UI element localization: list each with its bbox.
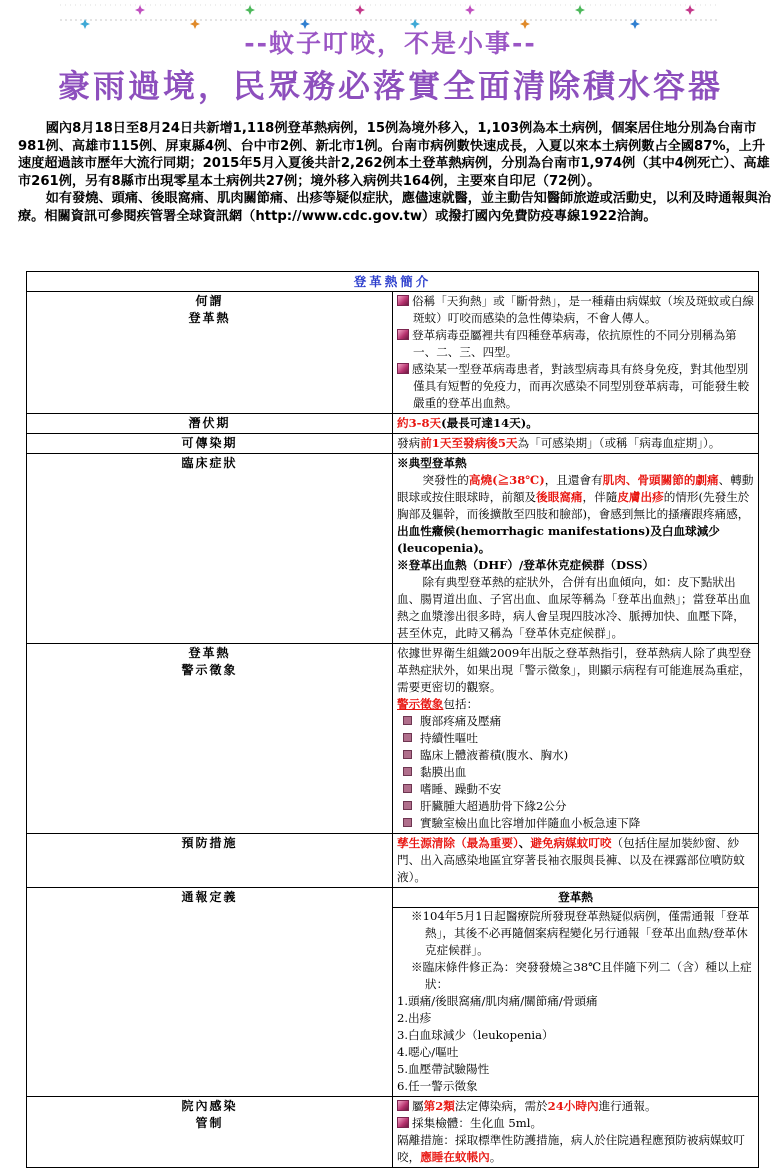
symptom-item: 2.出疹	[397, 1011, 432, 1025]
item-text: 實驗室檢出血比容增加伴隨血小板急速下降	[420, 816, 641, 830]
text: 第2類	[423, 1099, 455, 1113]
text: 應睡在蚊帳內	[420, 1150, 490, 1164]
text: 隔離措施：採取標準性防護措施，病人於住院過程應預防被病媒蚊叮咬，	[397, 1133, 745, 1164]
table-row-notify	[27, 888, 759, 1097]
table-header-row	[27, 272, 759, 292]
dhf-title: ※登革出血熱（DHF）/登革休克症候群（DSS）	[397, 558, 655, 572]
row-content-prevention	[393, 834, 759, 888]
item-text: 肝臟腫大超過肋骨下緣2公分	[420, 799, 567, 813]
warning-sign-item	[397, 713, 754, 730]
list-item	[397, 1132, 754, 1166]
square-bullet-icon	[403, 818, 412, 827]
mosquito-icon	[397, 295, 409, 306]
text: 屬	[412, 1099, 424, 1113]
warning-sign-item	[397, 798, 754, 815]
label-line: 院內感染	[181, 1099, 238, 1113]
mosquito-icon	[397, 329, 409, 340]
row-label-notify: 通報定義	[27, 888, 393, 1097]
row-content-warning	[393, 644, 759, 834]
text: 、轉動眼球或按住眼球時，前額及	[397, 473, 754, 504]
star-icon	[685, 5, 695, 15]
text: 的情形(先發生於胸部及軀幹，而後擴散至四肢和臉部)，會感到無比的搔癢跟疼痛感，	[397, 490, 750, 521]
intro-paragraph-2: 如有發燒、頭痛、後眼窩痛、肌肉關節痛、出疹等疑似症狀，應儘速就醫，並主動告知醫師旅遊或活動史，以利及時通報與治療。相關資訊可參閱疾管署全球資訊網（http://www.cdc.gov.tw）或撥打國內免費防疫專線1922洽詢。	[18, 191, 772, 224]
dengue-info-table	[26, 271, 759, 1168]
square-bullet-icon	[403, 716, 412, 725]
star-icon	[465, 5, 475, 15]
warning-sign-item	[397, 764, 754, 781]
text: 發病	[397, 436, 421, 450]
text: ，伴隨	[582, 490, 618, 504]
label-line: 登革熱	[188, 311, 231, 325]
item-text: 腹部疼痛及壓痛	[420, 714, 502, 728]
row-content-control	[393, 1097, 759, 1168]
text: 突發性的	[422, 473, 469, 487]
warning-signs-term: 警示徵象	[397, 697, 444, 711]
text: 。	[489, 1150, 502, 1164]
row-label-prevention: 預防措施	[27, 834, 393, 888]
list-item	[397, 293, 754, 327]
label-line: 登革熱	[188, 646, 231, 660]
text: 肌肉、骨頭關節的劇痛	[602, 473, 719, 487]
symptom-item: 3.白血球減少（leukopenia）	[397, 1028, 554, 1042]
dhf-text: 除有典型登革熱的症狀外，合併有出血傾向，如：皮下點狀出血、腸胃道出血、子宮出血、血尿等稱為「登革出血熱」；當登革出血熱之血漿滲出很多時，病人會呈現四肢冰冷、脈搏加快、血壓下降，甚至休克，此時又稱為「登革休克症候群」。	[397, 575, 751, 640]
list-item	[397, 361, 754, 412]
warning-sign-item	[397, 815, 754, 832]
table-row-control	[27, 1097, 759, 1168]
symptom-item: 5.血壓帶試驗陽性	[397, 1062, 490, 1076]
text: 24小時內	[547, 1099, 599, 1113]
table-row-prevention	[27, 834, 759, 888]
text: 法定傳染病，需於	[454, 1099, 548, 1113]
row-label-control	[27, 1097, 393, 1168]
text: 採集檢體：生化血 5ml。	[412, 1116, 543, 1130]
table-row-contagious	[27, 434, 759, 454]
warning-includes	[397, 696, 754, 713]
incubation-days: 約3-8天	[397, 416, 442, 430]
label-line: 何謂	[195, 294, 224, 308]
text: 進行通報。	[598, 1099, 657, 1113]
page-title-line2: 豪雨過境，民眾務必落實全面清除積水容器	[57, 67, 723, 105]
star-icon	[135, 5, 145, 15]
row-content-notify	[393, 888, 759, 1097]
table-header: 登革熱簡介	[27, 272, 759, 292]
star-icon	[355, 5, 365, 15]
row-label-incubation: 潛伏期	[27, 414, 393, 434]
table-row-what	[27, 292, 759, 414]
list-item	[397, 1115, 754, 1132]
table-row-incubation	[27, 414, 759, 434]
row-label-clinical: 臨床症狀	[27, 454, 393, 644]
text: ，且還會有	[544, 473, 603, 487]
warning-sign-item	[397, 781, 754, 798]
typical-dengue-text	[397, 472, 754, 557]
notify-note-1: ※104年5月1日起醫療院所發現登革熱疑似病例，僅需通報「登革熱」，其後不必再隨個案病程變化另行通報「登革出血熱/登革休克症候群」。	[411, 909, 750, 957]
table-row-warning	[27, 644, 759, 834]
row-label-warning	[27, 644, 393, 834]
list-item	[397, 327, 754, 361]
text: 包括：	[443, 697, 479, 711]
item-text: 嗜睡、躁動不安	[420, 782, 502, 796]
item-text: 登革病毒亞屬裡共有四種登革病毒，依抗原性的不同分別稱為第一、二、三、四型。	[412, 328, 737, 359]
star-icon	[575, 5, 585, 15]
text: 高燒(≧38℃)	[468, 473, 545, 487]
square-bullet-icon	[403, 801, 412, 810]
square-bullet-icon	[403, 767, 412, 776]
item-text: 感染某一型登革病毒患者，對該型病毒具有終身免疫，對其他型別僅具有短暫的免疫力，而再次感染不同型別登革病毒，可能發生較嚴重的登革出血熱。	[412, 362, 750, 410]
row-label-what	[27, 292, 393, 414]
row-content-incubation	[393, 414, 759, 434]
text: 、	[518, 836, 531, 850]
row-content-contagious	[393, 434, 759, 454]
square-bullet-icon	[403, 784, 412, 793]
label-line: 警示徵象	[181, 663, 238, 677]
row-label-contagious: 可傳染期	[27, 434, 393, 454]
list-item	[397, 1098, 754, 1115]
notify-subheader: 登革熱	[393, 889, 758, 908]
mosquito-icon	[397, 1100, 409, 1111]
contagious-period: 前1天至發病後5天	[420, 436, 518, 450]
notify-note-2: ※臨床條件修正為：突發發燒≧38℃且伴隨下列二（含）種以上症狀：	[411, 960, 752, 991]
pixel-star-pattern	[60, 5, 720, 20]
mosquito-icon	[397, 363, 409, 374]
item-text: 俗稱「天狗熱」或「斷骨熱」，是一種藉由病媒蚊（埃及斑蚊或白線斑蚊）叮咬而感染的急性傳染病，不會人傳人。	[412, 294, 755, 325]
text: 為「可感染期」（或稱「病毒血症期」）。	[517, 436, 721, 450]
page-title-line1: --蚊子叮咬，不是小事--	[244, 29, 537, 58]
row-content-clinical	[393, 454, 759, 644]
text: （包括住屋加裝紗窗、紗門、出入高感染地區宜穿著長袖衣服與長褲、以及在裸露部位噴防蚊液）。	[397, 836, 745, 884]
warning-sign-item	[397, 747, 754, 764]
text: 避免病媒蚊叮咬	[530, 836, 612, 850]
warning-sign-item	[397, 730, 754, 747]
symptom-item: 4.噁心/嘔吐	[397, 1045, 459, 1059]
mosquito-icon	[397, 1117, 409, 1128]
square-bullet-icon	[403, 750, 412, 759]
intro-paragraph-1: 國內8月18日至8月24日共新增1,118例登革熱病例，15例為境外移入，1,103例為本土病例，個案居住地分別為台南市981例、高雄市115例、屏東縣4例、台中市2例、新北市1例。台南市病例數快速成長，入夏以來本土病例數占全國87%，上升速度超過該市歷年大流行同期；2015年5月入夏後共計2,262例本土登革熱病例，分別為台南市1,974例（其中4例死亡）、高雄市261例，另有8縣市出現零星本土病例共27例；境外移入病例共164例，主要來自印尼（72例）。	[18, 121, 770, 189]
star-icons	[80, 5, 695, 29]
incubation-max: (最長可達14天)。	[441, 416, 538, 430]
text: 孳生源清除（最為重要）	[397, 836, 519, 850]
text: 後眼窩痛	[536, 490, 583, 504]
item-text: 持續性嘔吐	[420, 731, 478, 745]
text: 皮膚出疹	[617, 490, 664, 504]
intro-text	[18, 120, 778, 226]
notify-symptom-list	[397, 993, 754, 1095]
label-line: 管制	[195, 1116, 224, 1130]
item-text: 黏膜出血	[420, 765, 467, 779]
table-row-clinical	[27, 454, 759, 644]
square-bullet-icon	[403, 733, 412, 742]
text: 出血性癥候(hemorrhagic manifestations)及白血球減少(leucopenia)。	[397, 524, 720, 555]
row-content-what	[393, 292, 759, 414]
symptom-item: 1.頭痛/後眼窩痛/肌肉痛/關節痛/骨頭痛	[397, 994, 598, 1008]
item-text: 臨床上體液蓄積(腹水、胸水)	[420, 748, 569, 762]
typical-dengue-title: ※典型登革熱	[397, 456, 467, 470]
warning-intro: 依據世界衛生組織2009年出版之登革熱指引，登革熱病人除了典型登革熱症狀外，如果出現「警示徵象」，則顯示病程有可能進展為重症，需要更密切的觀察。	[397, 646, 752, 694]
warning-signs-list	[397, 713, 754, 832]
star-icon	[245, 5, 255, 15]
symptom-item: 6.任一警示徵象	[397, 1079, 478, 1093]
